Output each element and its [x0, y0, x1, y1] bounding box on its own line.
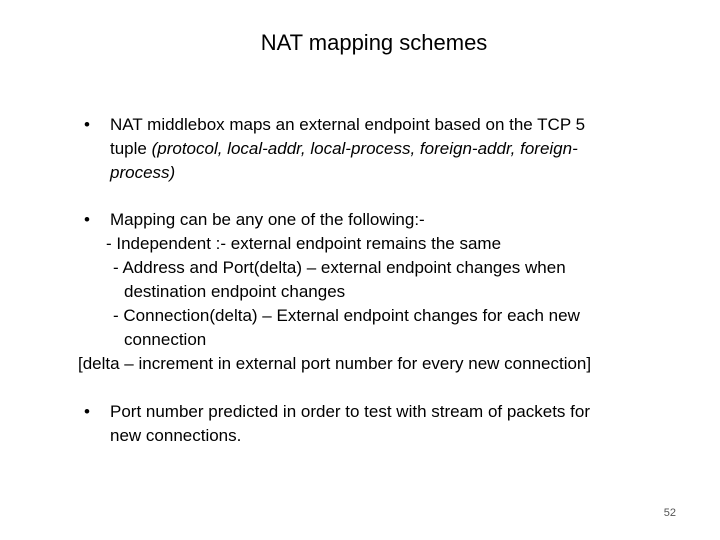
bullet-1-symbol: •	[84, 115, 90, 134]
bullet-2-symbol: •	[84, 210, 90, 229]
bullet-3-symbol: •	[84, 402, 90, 421]
bullet-1-tuple-fields: (protocol, local-addr, local-process, foreign-addr, foreign-	[151, 139, 578, 158]
bullet-2-line-5: - Connection(delta) – External endpoint changes for each new	[113, 306, 580, 325]
bullet-1-line-2-text: tuple	[110, 139, 152, 158]
bullet-1-line-2	[110, 138, 578, 160]
bullet-2-line-1: Mapping can be any one of the following:-	[110, 210, 425, 229]
bullet-2-line-7: [delta – increment in external port number for every new connection]	[78, 354, 592, 373]
page-number: 52	[663, 507, 676, 519]
bullet-3-line-2: new connections.	[110, 426, 242, 445]
slide-title: NAT mapping schemes	[260, 30, 488, 55]
bullet-2-line-4: destination endpoint changes	[124, 282, 346, 301]
bullet-2-line-6: connection	[124, 330, 207, 349]
bullet-1-line-1: NAT middlebox maps an external endpoint based on the TCP 5	[110, 115, 586, 134]
bullet-3-line-1: Port number predicted in order to test with stream of packets for	[110, 402, 590, 421]
bullet-2-line-3: - Address and Port(delta) – external endpoint changes when	[113, 258, 566, 277]
bullet-1-line-3: process)	[110, 163, 176, 182]
bullet-2-line-2: - Independent :- external endpoint remains the same	[106, 234, 502, 253]
